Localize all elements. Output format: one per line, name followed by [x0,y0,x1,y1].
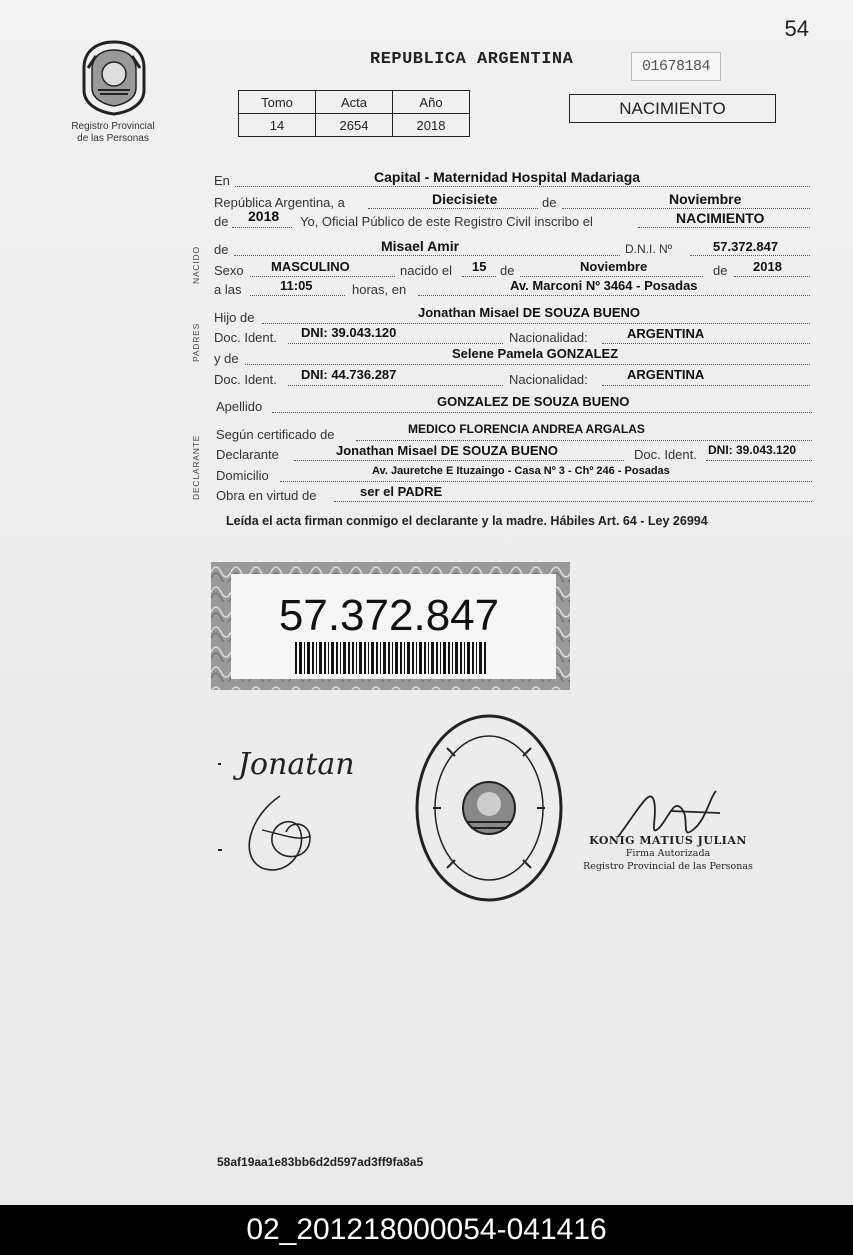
registry-caption: Registro Provincial de las Personas [71,121,155,144]
time-value: 11:05 [280,278,313,293]
label-a-las: a las [214,282,242,297]
dotted-line [368,208,538,209]
table-row [239,91,470,114]
provincial-seal-icon [78,38,150,116]
day-words-value: Diecisiete [432,191,498,207]
dotted-line [520,276,703,277]
dotted-line [288,385,503,386]
declarant-doc-value: DNI: 39.043.120 [708,443,797,457]
dotted-line [462,276,496,277]
birth-year-value: 2018 [753,259,782,274]
svg-text:Jonatan: Jonatan [238,747,355,782]
mother-name-value: Selene Pamela GONZALEZ [452,346,619,361]
father-name-value: Jonathan Misael DE SOUZA BUENO [418,305,640,320]
label-nacido-el: nacido el [400,263,453,278]
dotted-line [602,343,810,344]
side-label-nacido: NACIDO [191,246,201,284]
year-value: 2018 [248,208,280,224]
dotted-line [250,276,395,277]
col-header-tomo: Tomo [239,91,316,114]
act-type-value: NACIMIENTO [676,210,765,226]
col-header-ano: Año [393,91,470,114]
dotted-line [262,323,810,324]
label-de-month: de [500,263,515,278]
side-label-padres: PADRES [191,322,201,362]
birth-day-value: 15 [472,259,487,274]
official-oval-seal-icon [413,712,565,904]
authority-name: KONIG MATIUS JULIAN [589,834,747,847]
label-nacionalidad-mother: Nacionalidad: [509,372,588,387]
dotted-line [294,460,624,461]
declarant-value: Jonathan Misael DE SOUZA BUENO [336,443,558,458]
mother-nat-value: ARGENTINA [627,367,705,382]
dotted-line [562,208,810,209]
footer-code: 02_201218000054-041416 [0,1205,853,1255]
dotted-line [706,460,812,461]
child-name-value: Misael Amir [381,238,460,254]
dotted-line [272,412,812,413]
dotted-line [234,255,620,256]
father-doc-value: DNI: 39.043.120 [301,325,397,340]
authority-role: Firma Autorizada [625,848,711,859]
country-title: REPUBLICA ARGENTINA [370,50,574,69]
side-label-declarante: DECLARANTE [191,434,201,500]
record-type-box: NACIMIENTO [569,94,776,123]
authority-org: Registro Provincial de las Personas [583,861,753,872]
label-de-byear: de [713,263,728,278]
label-de: de [542,195,557,210]
declarant-signature [210,726,390,896]
col-header-acta: Acta [316,91,393,114]
label-apellido: Apellido [216,399,263,414]
dotted-line [334,501,812,502]
label-de-year: de [214,214,229,229]
mother-doc-value: DNI: 44.736.287 [301,367,397,382]
label-dni: D.N.I. Nº [625,242,673,256]
ano-value: 2018 [393,114,470,137]
stamp-number: 57.372.847 [278,591,500,640]
register-table [238,90,470,137]
dotted-line [232,227,292,228]
father-nat-value: ARGENTINA [627,326,705,341]
dotted-line [250,295,345,296]
label-doc-ident-declarant: Doc. Ident. [634,447,697,462]
by-virtue-value: ser el PADRE [360,484,443,499]
label-horas-en: horas, en [352,282,407,297]
security-stamp [211,562,570,690]
label-doc-ident-father: Doc. Ident. [214,330,277,345]
label-declarante: Declarante [216,447,279,462]
label-segun: Según certificado de [216,427,335,442]
place-value: Capital - Maternidad Hospital Madariaga [374,169,641,185]
dotted-line [245,364,810,365]
label-doc-ident-mother: Doc. Ident. [214,372,277,387]
dotted-line [602,385,810,386]
birth-month-value: Noviembre [580,259,648,274]
label-y-de: y de [214,351,239,366]
dotted-line [418,295,810,296]
dotted-line [288,343,503,344]
closing-statement: Leída el acta firman conmigo el declarante y la madre. Hábiles Art. 64 - Ley 26994 [226,514,708,528]
label-hijo-de: Hijo de [214,310,255,325]
serial-number: 01678184 [631,52,721,81]
address-value: Av. Jauretche E Ituzaingo - Casa Nº 3 - Chº 246 - Posadas [372,465,670,477]
sex-value: MASCULINO [271,259,350,274]
label-yo: Yo, Oficial Público de este Registro Civil inscribo el [300,214,593,229]
dotted-line [280,481,812,482]
dotted-line [235,186,810,187]
label-sexo: Sexo [214,263,244,278]
dotted-line [638,227,810,228]
dotted-line [690,255,810,256]
birth-place-value: Av. Marconi Nº 3464 - Posadas [510,278,698,293]
label-obra: Obra en virtud de [216,488,317,503]
tomo-value: 14 [239,114,316,137]
label-nacionalidad-father: Nacionalidad: [509,330,588,345]
surname-value: GONZALEZ DE SOUZA BUENO [437,394,630,409]
certificate-value: MEDICO FLORENCIA ANDREA ARGALAS [408,422,645,436]
authority-block [578,834,758,873]
document-hash: 58af19aa1e83bb6d2d597ad3ff9fa8a5 [217,1155,424,1169]
label-republica: República Argentina, a [214,195,345,210]
table-row [239,114,470,137]
dotted-line [356,440,812,441]
acta-value: 2654 [316,114,393,137]
label-domicilio: Domicilio [216,468,269,483]
month-words-value: Noviembre [669,191,742,207]
label-en: En [214,173,230,188]
page-number: 54 [784,16,809,41]
dotted-line [734,276,810,277]
label-de-name: de [214,242,229,257]
child-dni-value: 57.372.847 [713,239,779,254]
